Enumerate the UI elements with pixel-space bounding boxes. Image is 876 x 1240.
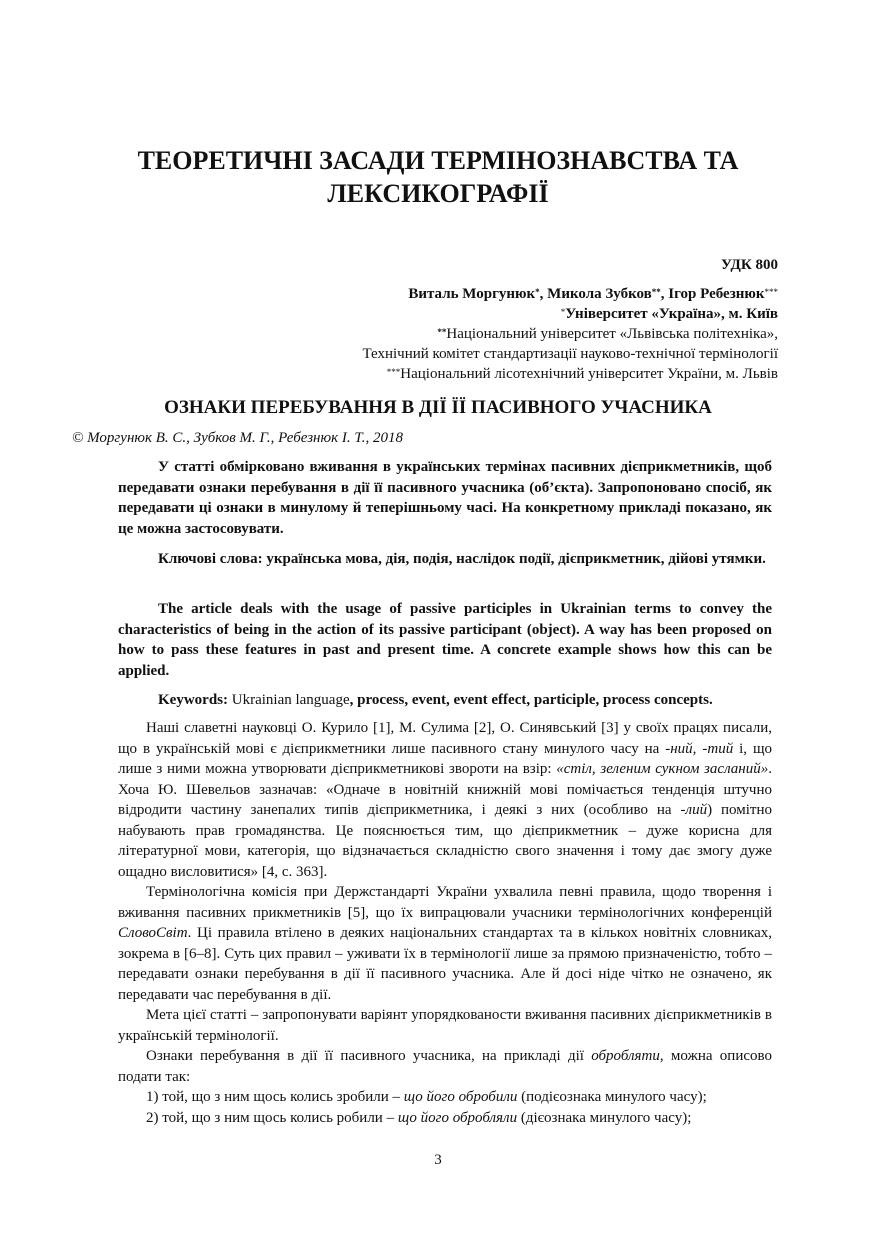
list-item: 1) той, що з ним щось колись зробили – що його обробили (подієознака минулого часу);	[146, 1089, 707, 1105]
list-item: 2) той, що з ним щось колись робили – що його обробляли (дієознака минулого часу);	[146, 1110, 692, 1126]
affiliation-2b: Технічний комітет стандартизації науково-технічної термінології	[362, 346, 778, 362]
udk-code: УДК 800	[721, 257, 778, 273]
paragraph-3: Мета цієї статті – запропонувати варіянт упорядкованости вживання пасивних дієприкметників в українській термінології.	[118, 1007, 772, 1044]
author-3: Ігор Ребезнюк	[668, 286, 765, 302]
author-2-mark: **	[651, 287, 661, 297]
affiliation-2: **Національний університет «Львівська політехніка»,	[437, 326, 778, 342]
author-1: Виталь Моргунюк	[408, 286, 536, 302]
abstract-ua: У статті обмірковано вживання в українських термінах пасивних дієприкметників, щоб передавати ознаки перебування в дії її пасивного учасника (об’єкта). Запропоновано спосіб, як передавати ці ознаки в минулому й теперішньому часі. На конкретному прикладі показано, як це можна застосовувати.	[118, 459, 772, 537]
article-title: ОЗНАКИ ПЕРЕБУВАННЯ В ДІЇ ЇЇ ПАСИВНОГО УЧАСНИКА	[164, 397, 712, 418]
keywords-en: Keywords: Ukrainian language, process, event, event effect, participle, process concepts.	[158, 692, 713, 708]
page-number: 3	[434, 1152, 442, 1168]
abstract-en: The article deals with the usage of passive participles in Ukrainian terms to convey the characteristics of being in the action of its passive participant (object). A way has been proposed on how to pass these features in past and present time. A concrete example shows how this can be applied.	[118, 601, 772, 679]
section-title-line1: ТЕОРЕТИЧНІ ЗАСАДИ ТЕРМІНОЗНАВСТВА ТА	[137, 146, 739, 175]
paragraph-1: Наші славетні науковці О. Курило [1], М. Сулима [2], О. Синявський [3] у своїх працях писали, що в українській мові є дієприкметники лише пасивного стану минулого часу на -ний, -тий і, що лише з ними можна утворювати дієприкметникові звороти на взір: «стіл, зеленим сукном засланий». Хоча Ю. Шевельов зазначав: «Одначе в новітній книжній мові помічається тенденція штучно відродити частину занепалих типів дієприкметника, і деякі з них (особливо на -лий) помітно набувають прав громадянства. Це пояснюється тим, що дієприкметник – дуже корисна для літературної мови, категорія, що відзначається складністю свого значення і тому дає змогу дуже ощадно висловитися» [4, с. 363].	[118, 720, 773, 880]
section-title-line2: ЛЕКСИКОГРАФІЇ	[327, 179, 549, 208]
author-3-mark: ***	[764, 287, 778, 297]
author-2: Микола Зубков	[547, 286, 652, 302]
affiliation-1: *Університет «Україна», м. Київ	[560, 306, 778, 322]
author-1-mark: *	[535, 287, 540, 297]
affiliation-3: ***Національний лісотехнічний університет України, м. Львів	[386, 366, 778, 382]
keywords-ua: Ключові слова: українська мова, дія, подія, наслідок події, дієприкметник, дійові утямки.	[158, 551, 766, 567]
authors-line: Виталь Моргунюк*, Микола Зубков**, Ігор Ребезнюк***	[408, 286, 778, 302]
paragraph-4: Ознаки перебування в дії її пасивного учасника, на прикладі дії обробляти, можна описово подати так:	[118, 1048, 772, 1085]
copyright: © Моргунюк В. С., Зубков М. Г., Ребезнюк І. Т., 2018	[72, 430, 403, 446]
paragraph-2: Термінологічна комісія при Держстандарті України ухвалила певні правила, щодо творення і вживання пасивних прикметників [5], що їх випрацювали учасники термінологічних конференцій СловоСвіт. Ці правила втілено в деяких національних стандартах та в кількох новітніх словниках, зокрема в [6–8]. Суть цих правил – уживати їх в термінології лише за прямою призначеністю, тобто – передавати ознаки перебування в дії її пасивного учасника. Але й досі ніде чітко не означено, як передавати час перебування в дії.	[118, 884, 772, 1003]
